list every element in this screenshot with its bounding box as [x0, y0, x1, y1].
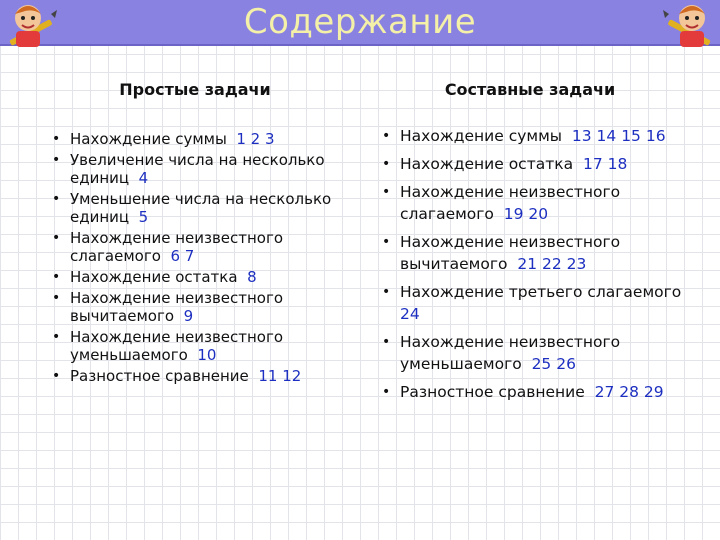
item-label: Разностное сравнение [400, 383, 585, 401]
page-numbers[interactable]: 8 [247, 268, 257, 286]
item-label: Нахождение неизвестного слагаемого [70, 229, 284, 265]
column-heading-compound: Составные задачи [444, 80, 616, 99]
page-numbers[interactable]: 6 7 [170, 247, 195, 265]
list-item[interactable] [52, 367, 352, 385]
simple-tasks-list [52, 130, 352, 388]
page-numbers[interactable]: 25 26 [531, 355, 576, 373]
item-label: Нахождение неизвестного слагаемого [400, 183, 621, 223]
pencil-boy-icon [662, 0, 718, 50]
item-label: Нахождение неизвестного уменьшаемого [70, 328, 284, 364]
page-numbers[interactable]: 13 14 15 16 [571, 127, 666, 145]
page-numbers[interactable]: 1 2 3 [236, 130, 275, 148]
list-item[interactable] [52, 190, 352, 226]
page-title: Содержание [243, 2, 477, 42]
list-item[interactable] [52, 328, 352, 364]
item-label: Разностное сравнение [70, 367, 249, 385]
page-numbers[interactable]: 10 [197, 346, 217, 364]
list-item[interactable] [52, 229, 352, 265]
page-numbers[interactable]: 5 [138, 208, 149, 226]
title-bar [0, 0, 720, 46]
page-numbers[interactable]: 17 18 [582, 155, 628, 173]
list-item[interactable] [52, 130, 352, 148]
list-item[interactable] [52, 289, 352, 325]
list-item[interactable] [382, 381, 702, 403]
item-label: Уменьшение числа на несколько единиц [70, 190, 332, 226]
item-label: Увеличение числа на несколько единиц [70, 151, 325, 187]
list-item[interactable] [382, 331, 702, 375]
page-numbers[interactable]: 19 20 [503, 205, 549, 223]
page-numbers[interactable]: 21 22 23 [517, 255, 587, 273]
list-item[interactable] [382, 231, 702, 275]
list-item[interactable] [52, 268, 352, 286]
list-item[interactable] [382, 153, 702, 175]
item-label: Нахождение остатка [400, 155, 574, 173]
list-item[interactable] [382, 125, 702, 147]
column-heading-simple: Простые задачи [119, 80, 271, 99]
item-label: Нахождение суммы [400, 127, 563, 145]
list-item[interactable] [52, 151, 352, 187]
item-label: Нахождение остатка [70, 268, 238, 286]
page-numbers[interactable]: 11 12 [258, 367, 302, 385]
item-label: Нахождение неизвестного вычитаемого [400, 233, 621, 273]
page-numbers[interactable]: 24 [400, 305, 420, 323]
item-label: Нахождение неизвестного уменьшаемого [400, 333, 621, 373]
list-item[interactable] [382, 281, 702, 325]
list-item[interactable] [382, 181, 702, 225]
item-label: Нахождение неизвестного вычитаемого [70, 289, 284, 325]
page-numbers[interactable]: 9 [183, 307, 194, 325]
page-numbers[interactable]: 4 [138, 169, 149, 187]
page-numbers[interactable]: 27 28 29 [594, 383, 664, 401]
compound-tasks-list [382, 125, 702, 409]
item-label: Нахождение суммы [70, 130, 227, 148]
item-label: Нахождение третьего слагаемого [400, 283, 682, 301]
